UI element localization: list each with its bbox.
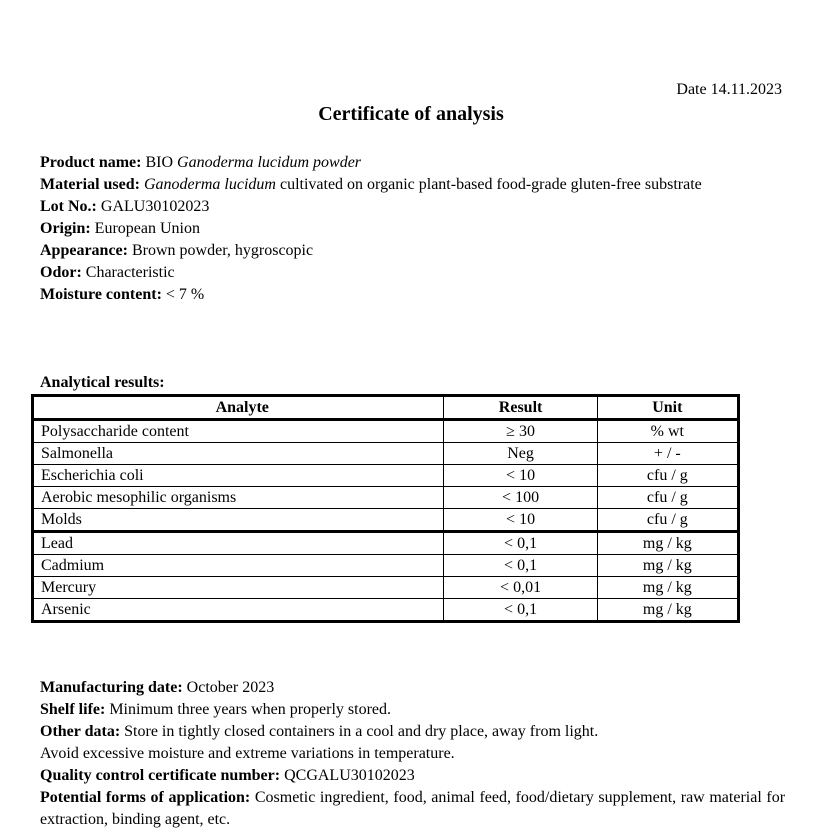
analyte-cell: Molds bbox=[33, 509, 444, 532]
result-cell: < 0,01 bbox=[444, 577, 597, 599]
unit-cell: mg / kg bbox=[597, 599, 738, 622]
document-date: Date 14.11.2023 bbox=[676, 81, 782, 98]
unit-cell: mg / kg bbox=[597, 555, 738, 577]
unit-cell: + / - bbox=[597, 443, 738, 465]
unit-cell: % wt bbox=[597, 420, 738, 443]
unit-cell: mg / kg bbox=[597, 532, 738, 555]
lot-label: Lot No.: bbox=[40, 198, 97, 215]
application-forms-row bbox=[40, 787, 785, 831]
shelf-life-row bbox=[40, 699, 785, 721]
result-cell: < 10 bbox=[444, 509, 597, 532]
column-header-result: Result bbox=[444, 396, 597, 420]
material-species: Ganoderma lucidum bbox=[143, 176, 276, 193]
result-cell: < 0,1 bbox=[444, 555, 597, 577]
qc-certificate-value: QCGALU30102023 bbox=[284, 767, 415, 784]
footer-info bbox=[40, 677, 785, 831]
analyte-cell: Lead bbox=[33, 532, 444, 555]
table-row bbox=[33, 487, 739, 509]
shelf-life-value: Minimum three years when properly stored. bbox=[109, 701, 392, 718]
analyte-cell: Escherichia coli bbox=[33, 465, 444, 487]
appearance-value: Brown powder, hygroscopic bbox=[131, 242, 314, 259]
manufacturing-value: October 2023 bbox=[186, 679, 275, 696]
appearance-label: Appearance: bbox=[40, 242, 128, 259]
manufacturing-label: Manufacturing date: bbox=[40, 679, 183, 696]
appearance-row bbox=[40, 240, 800, 262]
unit-cell: mg / kg bbox=[597, 577, 738, 599]
table-row bbox=[33, 509, 739, 532]
result-cell: ≥ 30 bbox=[444, 420, 597, 443]
analytical-results-table bbox=[31, 394, 740, 623]
table-row bbox=[33, 555, 739, 577]
shelf-life-label: Shelf life: bbox=[40, 701, 106, 718]
table-row bbox=[33, 599, 739, 622]
table-row bbox=[33, 532, 739, 555]
odor-label: Odor: bbox=[40, 264, 82, 281]
lot-row bbox=[40, 196, 800, 218]
analyte-cell: Salmonella bbox=[33, 443, 444, 465]
moisture-row bbox=[40, 284, 800, 306]
other-data-line2: Avoid excessive moisture and extreme variations in temperature. bbox=[40, 745, 455, 762]
material-description: cultivated on organic plant-based food-grade gluten-free substrate bbox=[279, 176, 702, 193]
column-header-analyte: Analyte bbox=[33, 396, 444, 420]
product-info bbox=[40, 152, 800, 306]
analytical-results-heading: Analytical results: bbox=[40, 374, 165, 391]
origin-label: Origin: bbox=[40, 220, 91, 237]
table-row bbox=[33, 577, 739, 599]
analyte-cell: Aerobic mesophilic organisms bbox=[33, 487, 444, 509]
manufacturing-row bbox=[40, 677, 785, 699]
qc-certificate-label: Quality control certificate number: bbox=[40, 767, 281, 784]
result-cell: < 10 bbox=[444, 465, 597, 487]
result-cell: < 0,1 bbox=[444, 599, 597, 622]
origin-value: European Union bbox=[94, 220, 200, 237]
material-label: Material used: bbox=[40, 176, 140, 193]
material-row bbox=[40, 174, 800, 196]
other-data-value: Store in tightly closed containers in a cool and dry place, away from light. bbox=[124, 723, 599, 740]
result-cell: < 0,1 bbox=[444, 532, 597, 555]
other-data-row bbox=[40, 721, 785, 743]
unit-cell: cfu / g bbox=[597, 509, 738, 532]
unit-cell: cfu / g bbox=[597, 465, 738, 487]
analyte-cell: Cadmium bbox=[33, 555, 444, 577]
product-name-prefix: BIO bbox=[145, 154, 174, 171]
result-cell: Neg bbox=[444, 443, 597, 465]
table-row bbox=[33, 420, 739, 443]
column-header-unit: Unit bbox=[597, 396, 738, 420]
moisture-value: < 7 % bbox=[165, 286, 205, 303]
qc-certificate-row bbox=[40, 765, 785, 787]
odor-value: Characteristic bbox=[85, 264, 175, 281]
lot-value: GALU30102023 bbox=[100, 198, 210, 215]
application-forms-label: Potential forms of application: bbox=[40, 789, 251, 806]
odor-row bbox=[40, 262, 800, 284]
analyte-cell: Polysaccharide content bbox=[33, 420, 444, 443]
application-forms-value: Cosmetic ingredient, food, animal feed, food/dietary supplement, raw material for extraction, binding agent, etc. bbox=[40, 789, 786, 828]
result-cell: < 100 bbox=[444, 487, 597, 509]
moisture-label: Moisture content: bbox=[40, 286, 162, 303]
origin-row bbox=[40, 218, 800, 240]
analyte-cell: Arsenic bbox=[33, 599, 444, 622]
analyte-cell: Mercury bbox=[33, 577, 444, 599]
other-data-label: Other data: bbox=[40, 723, 121, 740]
document-title: Certificate of analysis bbox=[318, 103, 504, 125]
product-name-label: Product name: bbox=[40, 154, 142, 171]
table-row bbox=[33, 443, 739, 465]
table-row bbox=[33, 465, 739, 487]
product-name-row bbox=[40, 152, 800, 174]
table-header-row bbox=[33, 396, 739, 420]
unit-cell: cfu / g bbox=[597, 487, 738, 509]
product-name-italic: Ganoderma lucidum powder bbox=[177, 154, 362, 171]
